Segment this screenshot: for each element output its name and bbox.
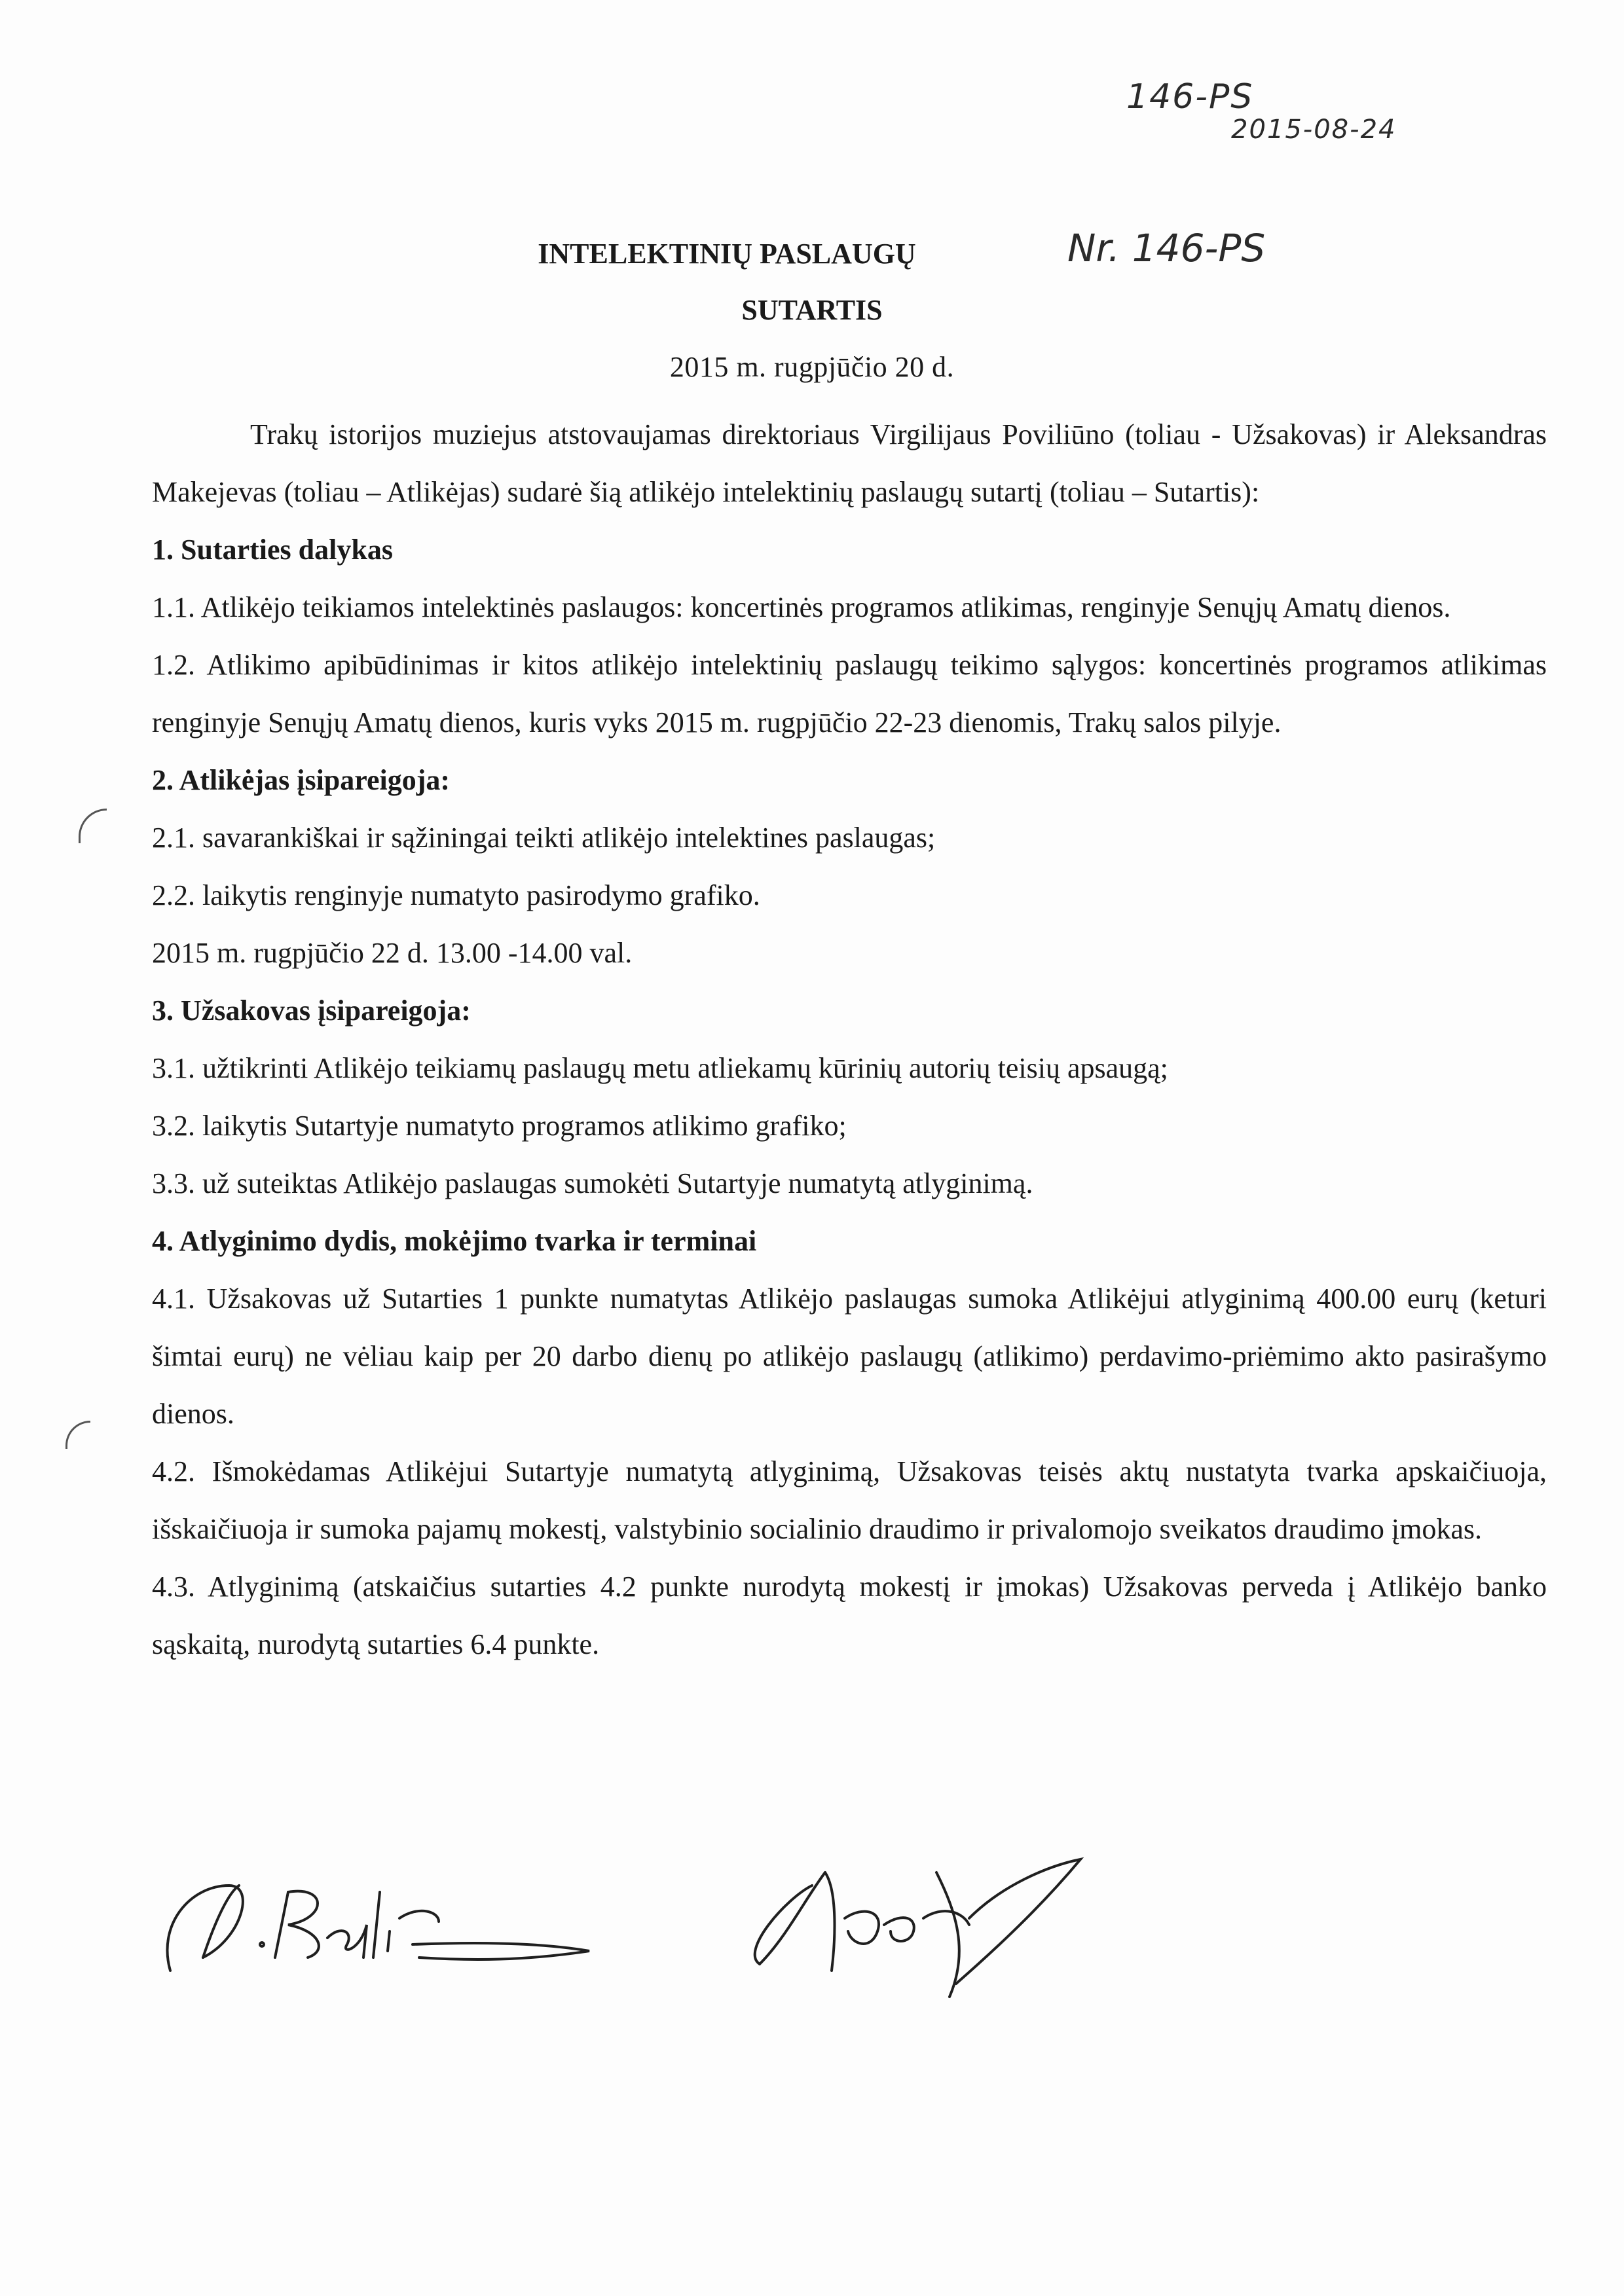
section-heading: 2. Atlikėjas įsipareigoja: xyxy=(152,764,451,796)
document-title xyxy=(0,237,1624,270)
section-heading: 3. Užsakovas įsipareigoja: xyxy=(152,994,471,1027)
clause: 2015 m. rugpjūčio 22 d. 13.00 -14.00 val. xyxy=(152,937,633,969)
clause: 1.2. Atlikimo apibūdinimas ir kitos atlikėjo intelektinių paslaugų teikimo sąlygos: koncertinės programos atlikimas renginyje Senųjų Amatų dienos, kuris vyks 2015 m. rugpjūčio 22-23 dienomis, Trakų salos pilyje. xyxy=(152,649,1547,738)
clause: 1.1. Atlikėjo teikiamos intelektinės paslaugos: koncertinės programos atlikimas, renginyje Senųjų Amatų dienos. xyxy=(152,591,1451,623)
clause: 2.2. laikytis renginyje numatyto pasirodymo grafiko. xyxy=(152,879,760,911)
clause: 3.3. už suteiktas Atlikėjo paslaugas sumokėti Sutartyje numatytą atlyginimą. xyxy=(152,1167,1033,1199)
registration-date: 2015-08-24 xyxy=(1231,115,1397,145)
document-subtitle: SUTARTIS xyxy=(741,294,883,326)
clause: 3.2. laikytis Sutartyje numatyto programos atlikimo grafiko; xyxy=(152,1110,847,1142)
margin-mark xyxy=(79,809,107,843)
registration-number: 146-PS xyxy=(1126,77,1254,117)
handwritten-contract-number: Nr. 146-PS xyxy=(1067,226,1266,270)
clause: 4.2. Išmokėdamas Atlikėjui Sutartyje numatytą atlyginimą, Užsakovas teisės aktų nustatyta tvarka apskaičiuoja, išskaičiuoja ir sumoka pajamų mokestį, valstybinio socialinio draudimo ir privalomojo sveikatos draudimo įmokas. xyxy=(152,1455,1547,1545)
intro-paragraph: Trakų istorijos muziejus atstovaujamas direktoriaus Virgilijaus Poviliūno (toliau - Užsakovas) ir Aleksandras Makejevas (toliau – Atlikėjas) sudarė šią atlikėjo intelektinių paslaugų sutartį (toliau – Sutartis): xyxy=(152,418,1547,508)
contract-date: 2015 m. rugpjūčio 20 d. xyxy=(669,351,955,383)
clause: 4.3. Atlyginimą (atskaičius sutarties 4.2 punkte nurodytą mokestį ir įmokas) Užsakovas perveda į Atlikėjo banko sąskaitą, nurodytą sutarties 6.4 punkte. xyxy=(152,1571,1547,1660)
clause: 4.1. Užsakovas už Sutarties 1 punkte numatytas Atlikėjo paslaugas sumoka Atlikėjui atlyginimą 400.00 eurų (keturi šimtai eurų) ne vėliau kaip per 20 darbo dienų po atlikėjo paslaugų (atlikimo) perdavimo-priėmimo akto pasirašymo dienos. xyxy=(152,1283,1547,1430)
clause: 2.1. savarankiškai ir sąžiningai teikti atlikėjo intelektines paslaugas; xyxy=(152,822,936,854)
margin-mark xyxy=(65,1421,90,1449)
clause: 3.1. užtikrinti Atlikėjo teikiamų paslaugų metu atliekamų kūrinių autorių teisių apsaugą; xyxy=(152,1052,1168,1084)
section-heading: 1. Sutarties dalykas xyxy=(152,534,393,566)
document-title-text: INTELEKTINIŲ PASLAUGŲ xyxy=(538,238,916,270)
contract-body xyxy=(152,406,1547,1673)
signature-left xyxy=(168,1886,589,1971)
signatures-area xyxy=(131,1846,1244,2056)
section-heading: 4. Atlyginimo dydis, mokėjimo tvarka ir terminai xyxy=(152,1225,757,1257)
signature-right xyxy=(755,1859,1080,1997)
